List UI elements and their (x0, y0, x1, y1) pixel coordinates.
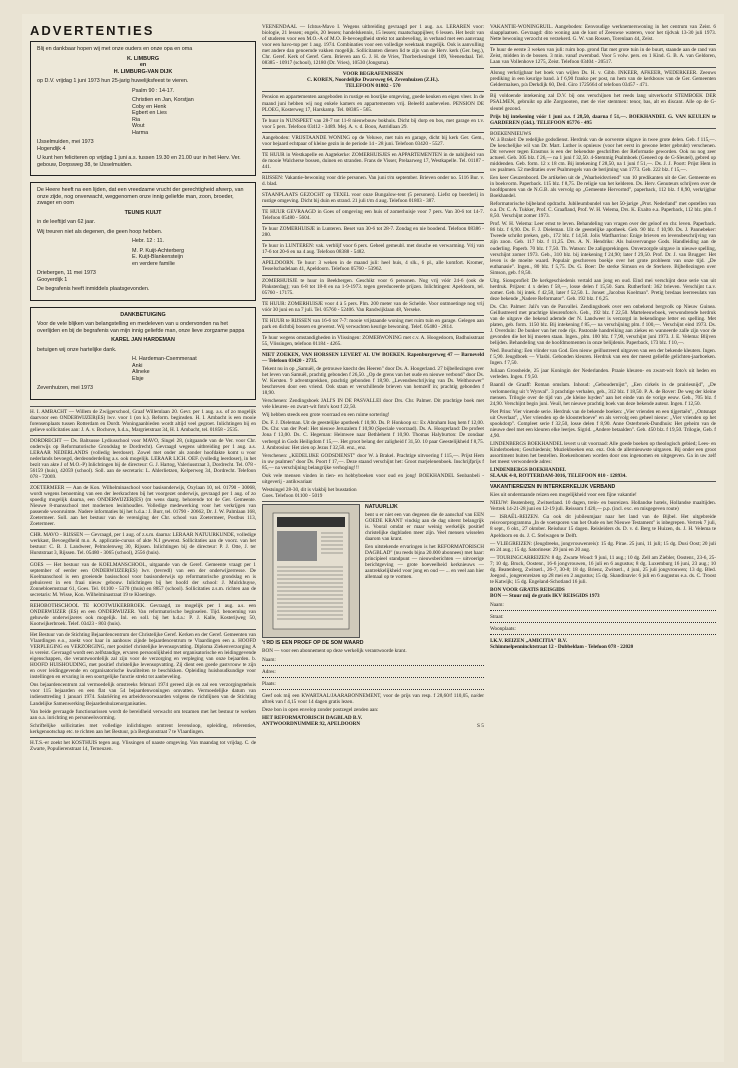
bookshop-address: LINDENBERGS BOEKHANDEL SLAAK 4-8, ROTTERDAM-3016, TELEFOON 010 - 128934. (490, 467, 627, 480)
classified-ad: Te huur wegens omstandigheden in Vlissingen: ZOMERWONING met c.v. A. Hoogedoorn, Badhuisstraat 55, Vlissingen, telefoon 01184 - 4265. (262, 334, 484, 347)
classified-ad: Te huur de eerste 3 weken van juli: ruim bop. grond flat met grote tuin in de buurt, staande aan de rand van Zeist, midden in de bossen. 3 min. vanaf zwembad. Voor 5 volw. pers. en 1 Kind. G. B. A. van Geldoren, Laan van Vollenhove 1275, Zeist. Telefoon 03404 - 20517. (490, 47, 716, 66)
newspaper-promo (262, 504, 484, 646)
notice-event: op D.V. vrijdag 1 juni 1973 hun 25-jarig huwelijksfeest te vieren. (37, 78, 189, 84)
books-news: BOEKENNIEUWS W. à Brakel: De redelijke godsdienst. Herdruk van de oorverste uitgave in twee grote delen. Geb. f 115,—. De kenchelijke wil van Dr. Mart. Luther is opnieuw (voor het eerst in gewone letter gebrukt) verschenen. Dit verweer tegen Erasmus is een der bekendste geschriften der Reformatie geworden. Ook nu nog zeer actueel. Geb. 305 blz. f 26,— na 1 juni f 32,50. 4-Stemmig Psalmboek (Geneed op de G-Sleutel), gebred op middenden. Geb. form. 12 x 18 cm. Bij intekening f 28,50, na 1 juni f 51,—. Ds. J. J. Poort: Prijst Hem in uw psalmen. 52 meditaties over Psalmregels van de berijming van 1773. Geb. 222 blz. f 15,—. (490, 130, 716, 173)
coupon-text-2: Deze bon in open envelop zonder postzegel zenden aan: (262, 707, 379, 714)
classified-ad: Prijs bij intekening vóór 1 juni a.s. f 28,50, daarna f 51,—. BOEKHANDEL G. VAN KEULEN te GARDEREN (Gld.). TELEFOON 05776 - 495 (490, 113, 716, 126)
classified-ad: CHR. MAVO - RIJSSEN — Gevraagd, per 1 aug. of z.s.m. daarna: LERAAR NATUURKUNDE, volledige werkkast, Bevoegdheid m.o. A. applicatie-cursus of akte N.I gewenst. Sollicitaties aan de voorz. van het bestuur: C. B. J. Landweer, Pelmolenweg 30, Rijssen. Inlichtingen bij de directeur: P. J. Otte, J. ter Hurststraat 3, Rijssen. Tel. 05480 - 3065 (school), 2556 (huis). (30, 532, 256, 557)
travel-intro: Kies uit onderstaande reizen een mogelijkheid voor een fijne vakantie! (490, 492, 637, 499)
death-notice (30, 182, 256, 301)
thanks-text: Voor de vele blijken van belangstelling en medeleven van u ondervonden na het overlijden en bij de begrafenis van mijn innig geliefde man, onze lieve zorgzame pappa (37, 321, 245, 334)
classified-ad: Schriftelijke sollicitaties met volledige inlichtingen omtrent levensloop, opleiding, referenties, kerkgenootschap etc. te richten aan het Bestuur, p/a Bergkonstraat 7 te Vlaardingen. (30, 722, 256, 735)
classified-ad: VAKANTIE-WONINGRUIL. Aangeboden: Eenvoudige werknemerswoning in het centrum van Zeist. 6 slaapplaatsen. Gevraagd: dito woning aan de kust of Zeeuwse wateren, voor het tijdvak 13-30 juli 1973. Nette bewoning verzocht en verzekerd. G. W. van Rossen, Torenlaan 44, Zeist. (490, 24, 716, 43)
section-heading: ADVERTENTIES (30, 23, 155, 38)
column-left (30, 24, 256, 754)
newspaper-illustration (263, 505, 359, 637)
travel-heading: VAKANTIEREIZEN IN INTERKERKELIJK VERBAND (490, 484, 616, 491)
death-place: Driebergen, 11 mei 1973 Gooyerdijk 1 (37, 270, 96, 283)
thanks-notice (30, 307, 256, 400)
classified-ad: Te huur ZOMERHUISJE in Lunteren. Beset van 30-6 tot 28-7. Zondag en nie boodend. Telefoon 08386 - 280. (262, 226, 484, 239)
classified-ad: Pension en appartementen aangeboden in rustige en bosrijke omgeving, goede keuken en eigen vleer. In de maand juni hebben wij nog enkele kamers en appartementen vrij. Beleefd aanbevelen. PENSION DE PLOEG, Kosterweg 17, Harskamp. Tel. 08385 - 565. (262, 94, 484, 113)
classified-ad: DORDRECHT — Ds. Baltsusse Lydiusschool voor MAVO, Singel 28, (uitgaande van de Ver. voor Chr. onderwijs op Reformatorische Grondslag te Dordrecht). Gevraagd wegens uitbreiding per 1 aug. a.s. LERAAR NEDERLANDS (volledig leerdoser). Zowel met onder als zonder hoofdakte komt u voor nederlands bevoegd, derdeonderdeling a.s. ook mogelijk. LERAAR LICH. OEF. (volledig leerdoser), in het bezit van akte J of M.O.-P) Inlichtingen bij de directeur: G. J. Hartog, Valeriusstraat 3, Dordrecht. Tel. 078 - 56159 (huis), 42059 (school). Soll. aan de secretaris: L. Ahlerlietzen, Kelperweg 34, Dordrecht. Telefoon 078 - 72069. (30, 437, 256, 480)
travel-street-field[interactable]: Straat: (490, 614, 716, 623)
promo-text-2: Een uitstekende ervaringen is het REFORMATORISCH DAGBLAD" (nu reeds bijna 20.000 abonnees) met haar: principieel standpunt — nieuwsberichten — uitvoerige berichtgeving — grote hoeveelheid kerknieuws — aantrekkelijkheid voor jong en oud — ... en veel aan hier allemaal op te vormen. (365, 544, 484, 581)
classified-ad: GOES — Het bestuur van de KOELMANSCHOOL, uitgaande van de Geref. Gemeente vraagt per 1 september of eerder een ONDERWIJZER(ES) lwv. (tevredl) van een der onderwijzerresse. De Koelmanschool is een groeiende basisschool voor basisonderwijs op reformatorische grondslag en is gehuisvest in een fraai nieuw gebouw. Inlichtingen bij het hoofd der school: J. Mulckhuyse, Zonnebloemstraat 61, Goes. Tel. 01100 - 5370 (thuis) en 8857 (school). Sollicitaties z.s.m. richten aan de secretaris: M. Wisse, Kon. Wilhelminastraat 19 te Kloetinge. (30, 561, 256, 598)
travel-item: — TOURINGCARREIZEN: 8 dg. Zwarte Woud: 9 juni, 11 aug.; 10 dg. Zell am Ziebler, Oostenr., 23-6, 25-7; 10 dg. Bruck, Oostenr., 16-6 jongvrouwen, 16 juli en 6 augustus; 8 dg. Luxemburg 16 juni, 23 aug.; 10 dg. Beatenberg, Zwitserl., 26-7, 30-8; 18 dg. Brienz, Zwitserl., 4 juni, 25 juli jongvrouwen; 13 dg. Bled. Joegosl., jongerenreizen op 28 mei en 2 augustus; 15 dg. Skandinavie: 6 juli en 6 augustus e.a. ds. C. Troost te Katwijk; 15 dg. Engeland-Schotland 16 juli. (490, 554, 716, 585)
travel-item: — VLIEGREIZEN: (Jeugdreeks, jongvrouwenreis): 15 dg. Pirae. 25 juni, 11 juli; 15 dg. Dusi Oost; 20 juli en 24 aug.; 15 dg. Satorinese: 29 juni en 20 aug. (490, 540, 716, 553)
classified-ad: RIJSSEN: Vakantie-bewoning voor drie personen. Van juni t/m september. Brieven onder no. 5116 Bur. v. d. blad. (262, 174, 484, 187)
notice-intro: Blij en dankbaar hopen wij met onze ouders en onze opa en oma (37, 46, 193, 52)
books-news: Reformatorische bijbeland opdracht. Jubileumbundel van het 50-jarige „Prot. Nederland" met opstellen van o.a. Dr. C. A. Tukker, Prof. C. Graafland, Prof. W. H. Velema, Drs. K. Exalto e.a. Paperback, 112 blz. plm. f 8,50. Verschijnt zomer 1973. (490, 201, 716, 220)
classified-ad: H. I. AMBACHT — Willem de Zwijgerschool, Graaf Willemlaan 20. Gevr. per 1 aug. a.s. of zo mogelijk daarvoor een ONDERWIJZER(ES) lwv. voor 1 (on k.). Reform. beginsden. H. I. Ambacht is een mooie forensenplaats tussen Rotterdam en Dordt. Woningaanbieden wordt altijd veel gegroet. Inlichtingen bij en gelieve sollicitaties aan: J. A. v. Bochove, h.d.a., Margrietstraat 34, H. I. Ambacht, tel. 01858 - 2535. (30, 408, 256, 433)
thanks-signers: H. Hardeman-Csemmeraat Anki Alineke Elsje (132, 356, 197, 382)
promo-caption: NATUURLIJK (365, 503, 398, 510)
books-news: Baantil de Graaff: Roman omslam. Inhoud: „Geboudernijst", „Een cirkels in de prairiesnijd", „De verlomnering uit 't Wynval". 3 prachtige verhalen, geb., 312 blz. f 18,50. P. A. de Rover: De weg der kleine mensen. Trilogie over de tijd van „de kleine luyden" aan het einde van de vorige eeuw. Geb., 705 blz. f 24,90. Verschijnt begin juni. Veuil, het nieuwe prachtig boek van deze bekende auteur. Ingen. f 12,50. (490, 382, 716, 407)
classified-ad: Bij voldoende intekening zal D.V. bij ons verschijnen het reeds lang uitverkocht STEMBOEK DER PSALMEN, gebruikt op alle Zorgnooten, met de vier stemmen: tenor, bas, alt en discant. Alle op de G-sleutel gezond. (490, 93, 716, 112)
column-right (490, 24, 716, 652)
death-signers: M. P. Kuijt-Achterberg E. Kuijt-Blankensteijn en verdere familie (132, 247, 185, 267)
books-news: Prof. W. H. Velema: Leer ernst te leven. Behandeling van vragen over der geloof en chr. leven. Paperback. 86 blz. f 6,90. Ds. F. J. Dieleman. Uit de geestelijke apotheek. Geb. 90 blz. f 10,90. Ds. J. Pannebeker: Tweede schrikt preken, geb., 172 blz. f 14,50. Jolis Watfharrino: Enige brieven en levensbeschrijving van zijn zoon. Geb. 117 blz. f 11,25. Drs. A. N. Hendriks: Als huisvervangse Gods. Handleiding aan de ouderling. Paperb. 70 blz. f 7,50. Th. Watson: De zaligsprekingen. Onverzorgde uitgave in nieuwe spelling, verschijnt zomer 1973. Geb., 310 blz. bij intekening f 24,90; later f 29,50. Prof. Dr. J. van Brugger: Het leven is de moeite waard. Populair geschreven boekje over het grote probleem van onze tijd. „De euthanasie". Ingen., 80 blz. f 5,75. Ds. G. Boer: De sterke Simson en de Sterkere. Bijbellezingen over Simson, geb. f 8,50. (490, 221, 716, 276)
travel-item: NIEUW: Beatenberg, Zwitserland. 10 dagen, trein- en busreizen. Hollandse hotels, Hollandse maaltijden. Vertrek 14-21-28 juni en 12-19 juli. Reissom f 420,— p.p. (incl. exc. en misgegeven route) (490, 500, 716, 513)
thanks-thanks: betuigen wij onze hartelijke dank. (37, 346, 117, 353)
travel-coupon-title: BON VOOR GRATIS REISGIDS BON — Stuur mij de gratis IKV REISGIDS 1973 (490, 586, 600, 599)
classified-ad: Aangeboden: VRIJSTAANDE WONING op de Veluwe, met tuin en garage, dicht bij kerk Ger. Gem., voor bejaard echtpaar of kleine gezin in de periode 14 - 28 juni. Telefoon 03420 - 5527. (262, 134, 484, 147)
classified-ad: TE HUUR in Westkapelle en Aagtekerke: ZOMERHUISJES en APPARTEMENTEN in de nabijheid van de mooie Walcherse bossen, duinen en stranden. Frans de Visser, Prelaarweg 17, Westkapelle. Tel. 01187 - 441. (262, 151, 484, 170)
classified-ad: Ons bejaardencentrum zal vermoedelijk omstreeks februari 1974 gereed zijn en zal een verzorgingstehuis voor 115 bejaarden en een flat van 54 bejaardenwoningen omvatten. Vermoedelijke datum van indiensttreding 1 januari 1974. Salariëring en arbeidsvoorwaarden volgens de richtlijnen van de Stichting Landelijke Samenwerking Bejaardenhuizenorganisaties. (30, 682, 256, 707)
classified-ad: Alsnog verkrijgbaar het boek van wijlen Ds. H. v. Gibb. INKEER, AFKEER, WEDERKEER. Zeeuws prediking in een keurige band. à f 6,90 franko per post, nn hem van de kerkbouw van de Ger. Gemeenten Geldermalsen, p/a Derkdijk 60, Deil. Giro 1725664 of telefoon 03457 - 471. (490, 70, 716, 89)
coupon-text: Geef ook mij een KWARTAAL/JAARABONNEMENT, voor de prijs van resp. f 28,60/f 110,05, na/der aftrek van f 4,15 voor 14 dagen gratis lezen. (262, 693, 484, 706)
classified-ad: H.T.S.-er zoekt het KOSTHUIS tegen aug. Vlissingen of naaste omgeving. Van maandag tot vrijdag. C. de Zwarte, Populierenstraat 14, Terneuzen. (30, 739, 256, 752)
books-news: Een keer Geuzenboord. De artikelen uit de „Waarheidsvriend" van 10 predikanten uit de Ger. Gemeente en in boekvorm. Paperback. 115 blz. f 8,75. De religie van het kelderen. Ds. Herv. Genuteurs schrijven over de hoofdpunten van de N.G.B. als vervolg op „Gemeente Hervormd", paperback, 112 blz. f 8,90, verkrijgbar Boekhandel. (490, 174, 716, 200)
book-ad: Verschenen: Zendingsboek JALI'S IN DE PASVALLEI door Drs. Chr. Palmer. Dit prachtige boek met vele kleuren- en zwart-wit foto's kost f 22,50. (262, 398, 484, 411)
death-closing: De begrafenis heeft inmiddels plaatsgevonden. (37, 286, 150, 292)
coupon-lead: BON — voor een abonnement op deze werkelijk verantwoorde krant. (262, 648, 407, 654)
book-ad: Tekent nu in op „Samuël, de getrouwe knecht des Heeren" door Ds. A. Hoogerland. 27 bijbellezingen over het leven van Samuël, prachtig gebonden f 26,50. „Op de grens van het oude en nieuwe verbond" door Ds. W. Kersten. 9 adventsprekken, prachtig gebonden f 18,90. „Levensbeschrijving van Ds. Welthouwer" beschreven door een vriend. Ook staan er verschillende brieven van hemzelf in; prachtig gebonden f 18,90. (262, 366, 484, 397)
promo-text: bent u er niet een van degenen die de aanschaf van EEN GOEDE KRANT vindsig aan de dag uiterst belangrijk is. Vooral omdat er maar weinig werkelijk positief christelijke dagbladen meer zijn. Veel mensen wisselen daarom van krant. (365, 512, 484, 543)
classified-ad: TE HUUR te RIJSSEN van 16-6 tot 7-7: mooie vrijstaande woning met ruim tuin en garage. Gelegen aan park en dichtbij bossen en gewenst. Wij verwachten keurige bewoning. Telef. 05480 - 2814. (262, 317, 484, 330)
classified-ad: APELDOORN. Te huur: 3 weken in de maand juli: heel huis, 4 slk., 6 pl., alle komfort. Kromer, Tesselschadelaan 41, Apeldoorn. Telefoon 05760 - 53962. (262, 260, 484, 273)
notice-family: Christien en Jan, Korstjan Coby en Henk Egbert en Lies Ria Wout Harma (132, 97, 194, 136)
books-news: Ned. Bouching: Een vlinder van God. Een nieuw geillustreerd uitgaven van een der bekende kleuters. Ingen. f 5,90. Jeugdboek — Vlasbi. Gebonden kleuren. Herdruk van een der meest geliefde gelichten-jaarboeken. Ingen. f 7,50. (490, 348, 716, 367)
travel-city-field[interactable]: Woonplaats: (490, 626, 716, 635)
newspaper-page (22, 14, 724, 1062)
books-news: LINDENBERGS BOEKHANDEL levert u uit voorraad: Alle goede boeken op theologisch gebied; Lees- en Kinderboeken; Geschiedenis; Muziekboeken enz. enz. Ook de allernieuwste uitgaven. Bij onder een groot assortiment buiten het bestellen. Boekenbonnen worden door ons ingenomen en uitgegeven. Ga in uw zelf het meest verwonderde adres: (490, 440, 716, 466)
subscription-coupon (262, 648, 484, 729)
book-ad: Ook vele mensen vinden in tien- en hobbyboeken voor oud en jong! BOEKHANDEL Senbanbeli - uitgeverij - antikwariaat (262, 472, 484, 485)
anniversary-notice (30, 41, 256, 176)
books-news: Ds. Chr. Palmer: Jali's van de Pasvallei. Zendingsboek over een onbekend bergvolk op Nieuw Guinea. Geillustreerd met prachtige kleurenfoto's. Geb., 192 blz. f 22,50. Marteleeuwboek, verwondrende herdruk van de uitgave die bekend ademde der N. Landweer is verzorgd in bekendingse letter en spelling. Met platen, geb. form. 1150 blz. Bij intekening f 85,— na verschijning plm. f 100,—. Verschijnt eind 1973. Ds. J. Overduin: De bunker van het rode rijs. Pastorale handreiking aan ziekes en wanneerde zalle zijn voor de gevonden die het bij moeten staan. Ingen., plm. 100 blz. f 7,90, verschijnt juni 1973. J. E. Velema: Blijven belijden. Behandeling van de hoofdmomenten in onze belijdenis. Paperback, 173 blz. f 10,—. (490, 303, 716, 347)
book-ad: Westsingel 28-30, dit is vlakbij het busstation Goes. Telefoon 01100 - 5019 (262, 486, 357, 499)
coupon-address: HET REFORMATORISCH DAGBLAD B.V. ANTWOORDNUMMER 92, APELDOORN (262, 715, 363, 728)
notice-reception: U kunt hen feliciteren op vrijdag 1 juni a.s. tussen 19.30 en 21.00 uur in het Herv. Ver. gebouw, Dorpsweg 38, te IJsselmuiden. (37, 155, 241, 168)
death-age: in de leeftijd van 62 jaar. (37, 219, 96, 225)
death-name: TEUNIS KUIJT (124, 209, 162, 216)
newspaper-photo (262, 504, 360, 638)
coupon-name-field[interactable]: Naam: (262, 657, 484, 666)
notice-psalm: Psalm 90 : 14-17. (132, 87, 175, 94)
books-news: Piet Prins: Vier vinende serie. Herdruk van de bekende boeken: „Vier vrienden en een tijgertaën", „Ontsnapt uit Overlaat", „Vier vrienden op de kloosterhoeve" en als vervolg een geheel nieuw: „Vier vrienden op het spookdorp". Compleet serie f 32,50, losse delen f 8,90. Anne Osterbroek-Dundhuis: Het geheim van de nieuwe deel met een kleuren elke leerjes. Sigrid. „Andere betaalden". Geb. 450 blz. f 19,50. Trilogie, Geb. f 4,90. (490, 408, 716, 439)
bookshop-ad: NIET ZOEKEN, VAN HORSSEN LEVERT AL UW BOEKEN. Rapenburgerweg 47 — Barneveld — Telefoon 03420 - 2735. (262, 351, 484, 364)
classified-ad: STAANPLAATS GEZOCHT op TEXEL voor onze Bungalow-tent (5 personen). Liefst op boerderij in rustige omgeving. Dicht bij duin en strand. 21 juli t/m 4 aug. Telefoon 01803 - 387. (262, 192, 484, 205)
column-middle (262, 24, 484, 729)
death-hope: Wij treuren niet als degenen, die geen hoop hebben. (37, 228, 163, 235)
book-ad: Ds. F. J. Dieleman. Uit de geestelijke apotheek f 10,90. Ds. P. Honkoop sr.: Ex Abraham Isaq hem f 12,00. Ds. Chr. van der Poel: Het nieuwe Jeruzalem f 10,90 (Speciale voorraad). Ds. A. Hoogerland: De profeet Jona f 13,00. Ds. C. Hegeman: Heimwee naar Bethlehem f 10,90. Thomas Halyburton: De zondaar verbergd in Gods Heiligdom f 15,—. Het groot belang der zaligheid f 31,50. 10 paar Geestelijkheid f 8,75. J. Ambrosius: Het zien op Jezus f 32,50. enz., enz. (262, 420, 484, 451)
travel-name-field[interactable]: Naam: (490, 602, 716, 611)
classified-ad: TE HUUR GEVRAAGD in Goes of omgeving een huis of zomerhuisje voor 7 pers. Van 30-6 tot 14-7. Telefoon 05480 - 5604. (262, 209, 484, 222)
notice-names: K. LIMBURG en H. LIMBURG-VAN DIJK (113, 55, 173, 75)
classified-ad: Van beide gevraagde functionarissen wordt de bereidheid verwacht om tezamen met het bestuur te werken aan o.a. inrichting en personeelsvorming. (30, 708, 256, 721)
travel-item: — ISRAËL-REIZEN. Ga ook dit jubileumjaar naar het land van de Bijbel. Het uitgebreide reisvoorprogramma „In de voetsporen van het Oude en het Nieuwe Testament" is inbegrepen. Vertrek 7 juli, 8 sept., 6 okt., 27 oktober. Reisduur 15 dagen. Reisleiders ds. D. v. d. Berg te Huizen, ds. J. H. Velema te Apeldoorn en ds. J. C. Stelwagen te Delft. (490, 514, 716, 539)
funeral-ad: VOOR BEGRAFENISSEN C. KOREN, Noordelijke Dwarsweg 64, Zevenhuizen (Z.H.). TELEFOON 01802 - 570 (307, 71, 439, 90)
death-verse: Hebr. 12 : 11. (132, 238, 164, 244)
classified-ad: Het Bestuur van de Stichting Bejaardencentrum der Christelijke Geref. Kerken en der Geref. Gemeenten van Vlaardingen e.o., zoekt voor haar in aanbouw zijnde bejaardencentrum te Vlaardingen een a. HOOFD VERPLEGING en VERZORGING, met positief christelijke levensopvatting. Diploma Ziekenverzorging A is vereist. Gevraagd wordt een zelfstandige, ervaren persoonlijkheid met organisatorische en leidinggevende eigenschappen, die verantwoordelijk zal zijn voor de verzorging en verpleging van onze bejaarden. b. HOOFD HUISHOUDING, met positief christelijke levensopvatting. Zij dient een goede gastvrouw te zijn en over leidinggevende en organisatorische kwaliteiten te beschikken. Opleiding huishoudkundige voor instellingen en ervaring in een soortgelijke functie strekt tot aanbeveling. (30, 632, 256, 681)
coupon-address-field[interactable]: Adres: (262, 669, 484, 678)
notice-place: IJsselmuiden, mei 1973 Hogendijk 4 (37, 139, 94, 152)
coupon-city-field[interactable]: Plaats: (262, 681, 484, 690)
book-ad: Verschenen: „KEDELIJKE GODSDIENST" door W. à Brakel. Prachtige uitvoering f 115,—. Prijst Hem in uw psalmen" door Ds. Poort f 17,—. Deze staand verschijnt het: Groot marjelenenboek. Inschrijfprijs f 85,— na verschijning belangrijke verhoging!!! (262, 452, 484, 471)
classified-ad: ZOMERHUISJE te huur in Beekbergen. Geschikt voor 6 personen. Nog vrij vóór 24-6 (ook de Pinksterdag); van 6-8 tot 18-8 en na 1-9-1973. tegen gereduceerde prijzen. Inlichtingen: Apeldoorn, tel. 05760 - 17175. (262, 277, 484, 296)
promo-proof: 't RD IS EEN PROEF OP DE SOM WAARD (262, 639, 364, 646)
thanks-title: DANKBETUIGING (120, 311, 166, 318)
thanks-name: KAREL JAN HARDEMAN (111, 337, 175, 343)
travel-agency: I.K.V. REIZEN „AMICITIA" B.V. Schimmelpennincktstraat 12 - Dubbeldam - Telefoon 078 - 22020 (490, 637, 634, 651)
books-news: Uitg. Sionsprofiel: De kerkgeschiedenis vertald aan jong en oud. Eind mei verschijnt deze serie van uit herdruk. Prijzen: 4 x delen f 58,—, losse delen f 15,50. Sam. Rutherford: 362 brieven. Verschijnt t.a.v. zomer. Geb. bij intek. f 42,50, later f 52,50. L. Jonset „Jacobus Koelman". Pretig bredaas leerreeulats van deze bekende „Nadere Reformator". Geb. 192 blz. f 6,25. (490, 277, 716, 302)
classified-ad: VEENENDAAL — Ichtus-Mavo I. Wegens uitbreiding gevraagd per 1 aug. a.s. LERAREN voor: biologie, 21 lessen; engels, 20 lessen; handelskennis, 15 lessen; maatschappijleer, 6 lessen. Het bezit van of studeren voor een M.O.-A of M.O. B-bevoegdheid strekt tot aanbeveling, in verband met een aanvraag voor een havo-top per 1 aug. 1974. Combinaties voor een volledige weektaak mogelijk. Ook is aanvulling met andere dan genoemde vakken mogelijk. Sollicitanten dienen lid te zijn van de Herv. kerk (Ger. beg.), Chr. Geref. Kerk of Geref. Gem. Brieven aan G. J. H. de Vries, Thorbeckesingel 109, Veenendaal. Tel. 08385 - 10917 (school), 12180 (Dr. Vries), 10530 (Jongsma). (262, 24, 484, 67)
classified-ad: Te huur in LUNTEREN: vak. verblijf voor 6 pers. Geheel gemeubl. met douche en verwarming. Vrij van 17-6 tot 20-6 en na 4 aug. Telefoon 08388 - 5482. (262, 243, 484, 256)
classified-ad: ZOETERMEER — Aan de Kon. Wilhelminaschool voor basisonderwijs, Oxylaan 10, tel. 01790 - 30068, wordt wegens benoeming van een der leerkrachten bij het voorgezet onderwijs, gevraagd per 1 aug. of zo spoedig mogelijk daarna, een ONDERWIJZER(ES) (m wens daarg. behorende tot de Ger. Gemeente. Nieuwe 8-mansschool met modernen lesinhoudles. Volledige medewerking voor het verkrijgen van passende woonruimte. Nadere informaties bij het h.d.a.: J. Burr, tel. 01790 - 20662, Dr. J. W. Palmlaan 168, Zoetermeer. Soll. aan het bestuur van de vereniging der Chr. school van Zoetermeer, Postbus 113, Zoetermeer. (30, 485, 256, 528)
death-text: De Heere heeft na een lijden, dat een vreedzame vrucht der gerechtigheid afwerp, van onze zijde, nog onverwacht, weggenomen onze innig geliefde man, zoon, broeder, zwager en oom (37, 187, 244, 206)
classified-ad: Te huur in NUNSPEET van 28-7 tot 11-8 nieuwbouw bokhuis. Dicht bij dorp en bos, met garage en t.v. voor 5 pers. Telefoon 03412 - 3489. Mej. A. v. d. Boon, Astridlaan 29. (262, 117, 484, 130)
classified-ad: TE HUUR: ZOMERHUISJE voor 4 à 5 pers. Plm. 200 meter van de Schelde. Voor ontmoetinge nog vrij vóór 30 juni en na 7 juli. Tel. 05760 - 52406. Van Randwijklaan 48, Yerseke. (262, 300, 484, 313)
thanks-place: Zevenhuizen, mei 1973 (37, 385, 94, 391)
book-ad: Wij hebben steeds een grote voorraad en een ruime sortering! (262, 412, 390, 419)
classified-ad: REHOBOTHSCHOOL TE KOOTWIJKERBROEK. Gevraagd, zo mogelijk per 1 aug. a.s. een ONDERWIJZER (ES) en een ONDERWIJZER. Van reformatorische beginselen. Tijd. benoeming van gehuwde onderwijzeres ook mogelijk. Inl. en soll. bij het h.d.a.: P. J. Kalle, Kosterijweg 50, Kootwijkerbroek. Telef. 03423 - 803 (huis). (30, 602, 256, 627)
books-news: Juliaan Grossheide, 25 jaar Koningin der Nederlanden. Praaie kleuren- en zwart-wit foto's uit heden en verleden. Ingen. f 9,50. (490, 368, 716, 381)
page-number: S 5 (476, 723, 484, 730)
